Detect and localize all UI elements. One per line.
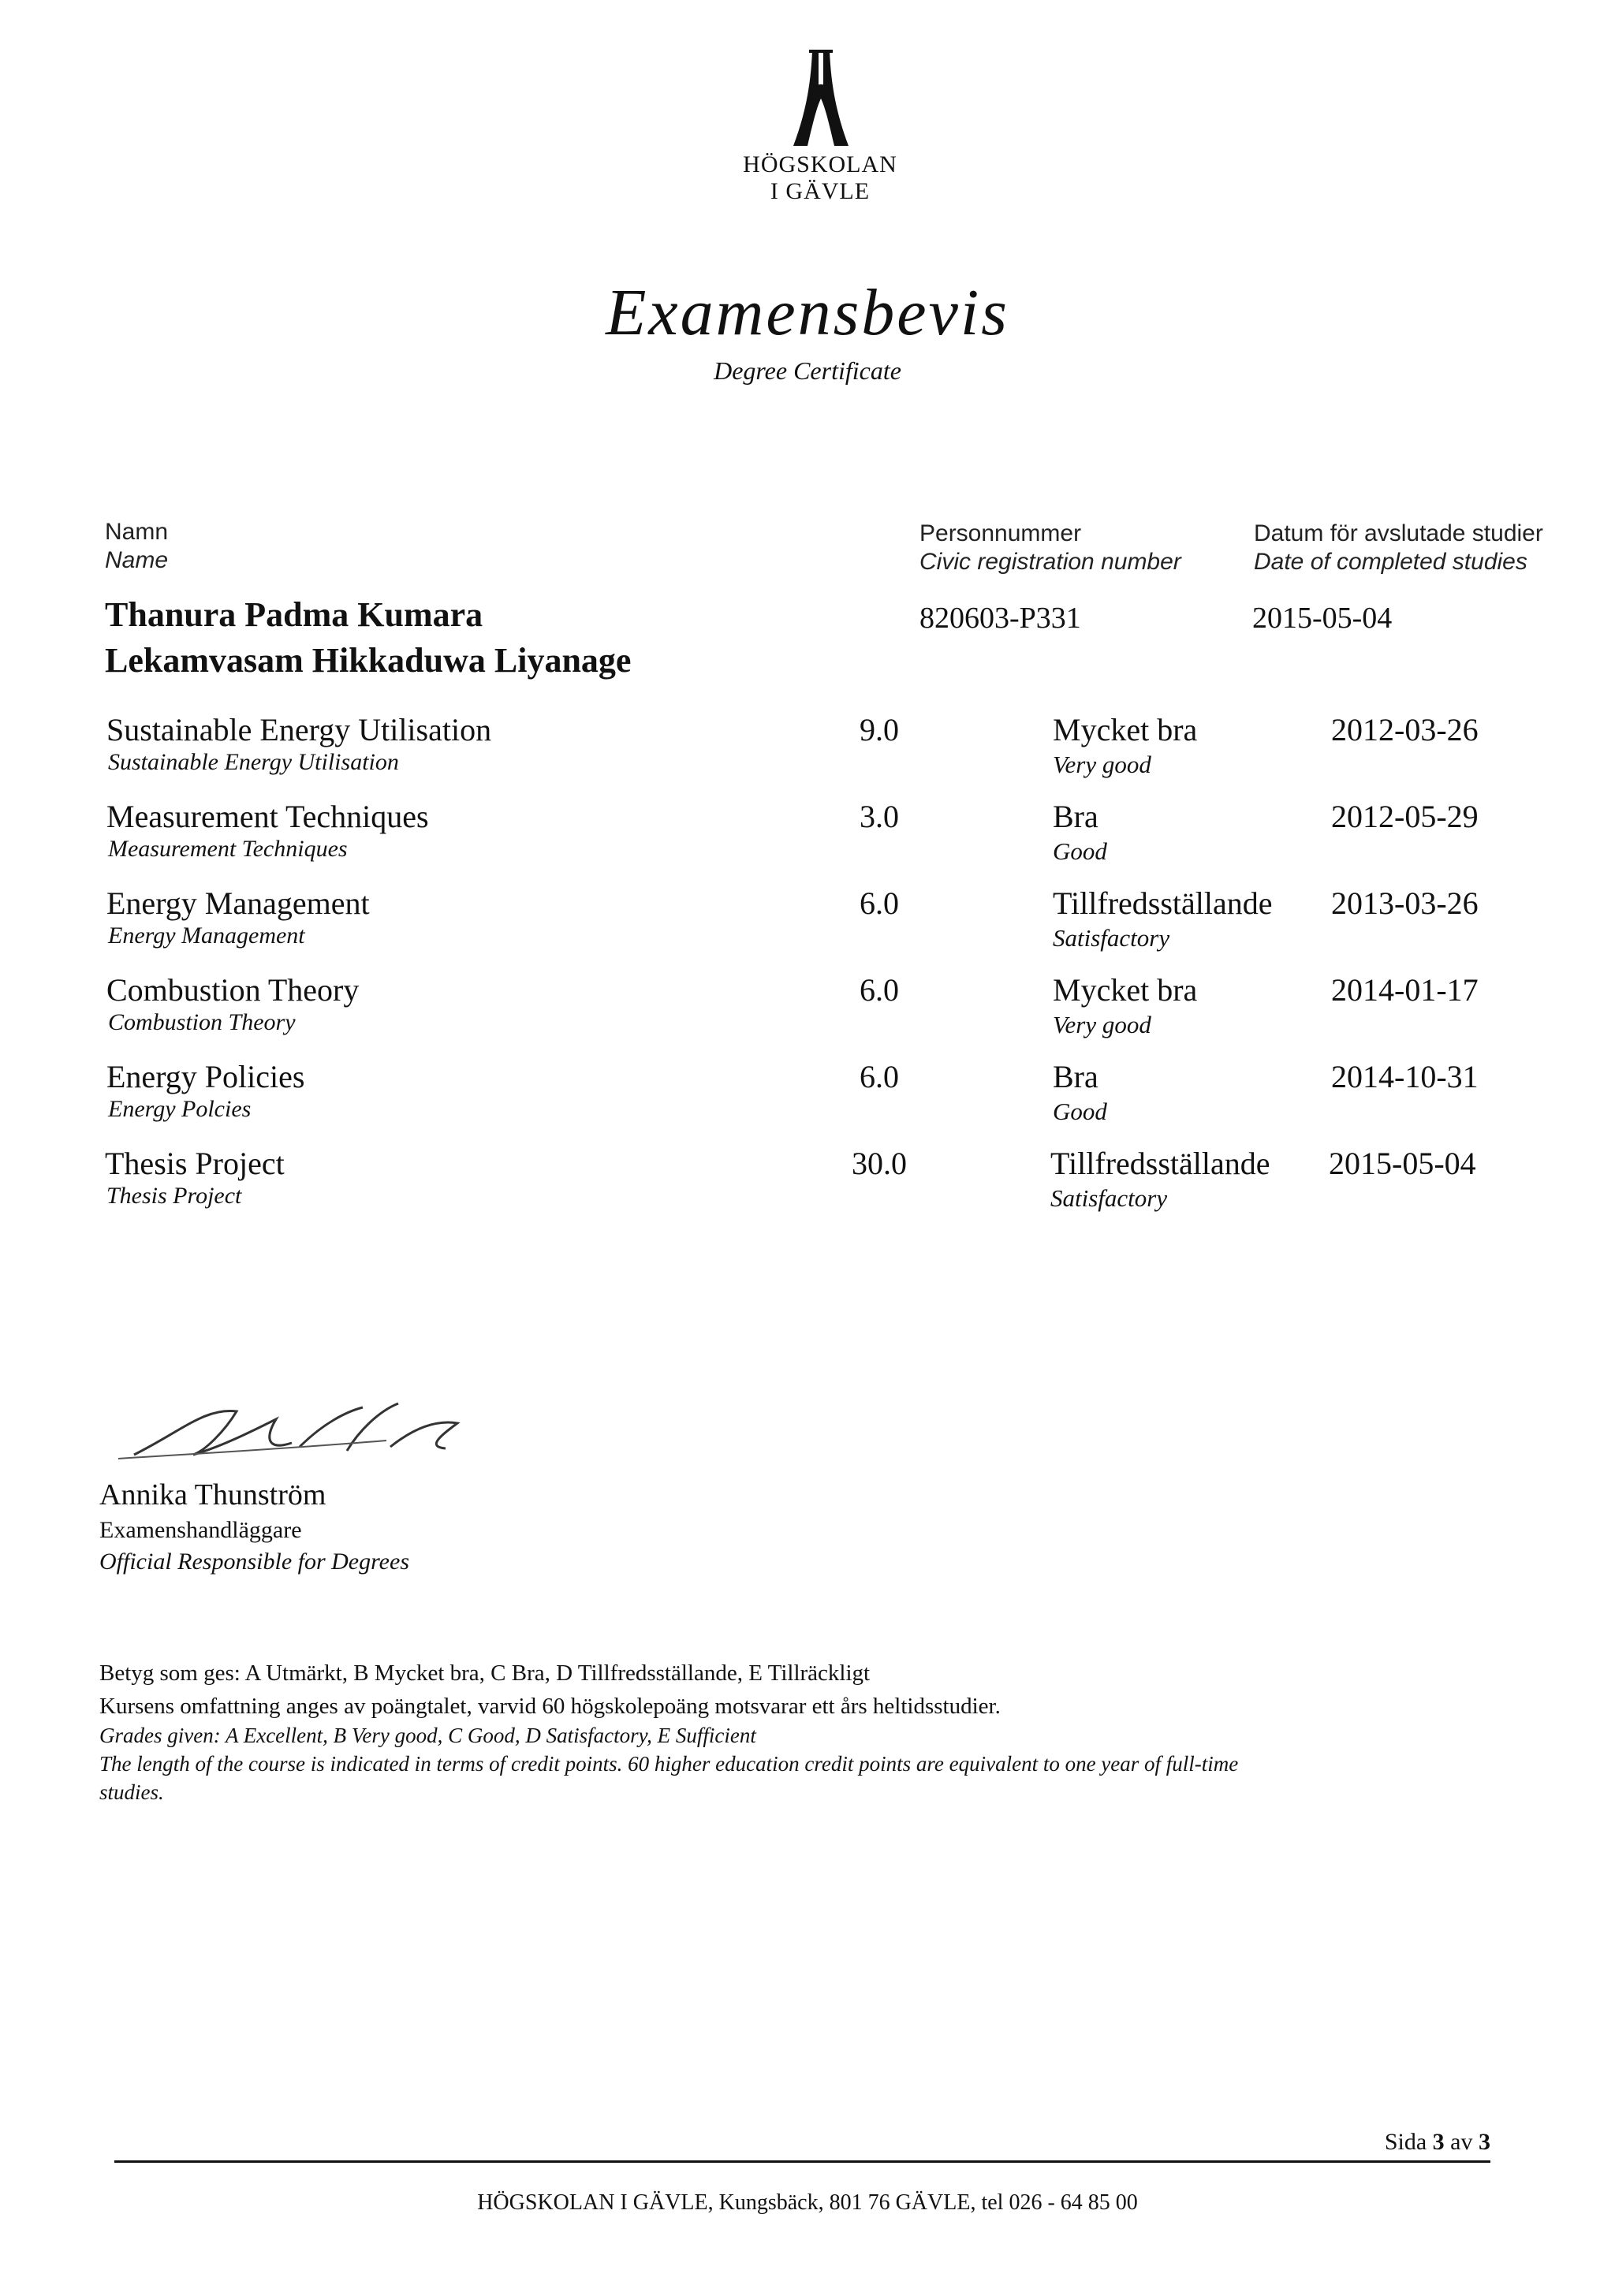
- label-date-en: Date of completed studies: [1254, 549, 1527, 575]
- course-credits: 6.0: [860, 972, 899, 1008]
- page-prefix: Sida: [1384, 2129, 1427, 2155]
- signatory-name: Annika Thunström: [99, 1478, 326, 1511]
- course-grade-sv: Mycket bra: [1053, 712, 1198, 747]
- page-total: 3: [1479, 2129, 1490, 2155]
- university-name-line2: I GÄVLE: [770, 178, 871, 204]
- course-grade-en: Very good: [1053, 1011, 1151, 1038]
- document-subtitle: Degree Certificate: [714, 356, 901, 385]
- footer-address: HÖGSKOLAN I GÄVLE, Kungsbäck, 801 76 GÄVLE, tel 026 - 64 85 00: [477, 2190, 1138, 2215]
- page-number: [1341, 2129, 1490, 2156]
- label-name-en: Name: [105, 547, 169, 573]
- completion-date: 2015-05-04: [1252, 602, 1393, 635]
- course-title-en: Sustainable Energy Utilisation: [108, 749, 399, 775]
- course-title-sv: Thesis Project: [105, 1146, 285, 1181]
- course-title-sv: Measurement Techniques: [106, 799, 429, 834]
- course-title-sv: Energy Policies: [106, 1059, 305, 1094]
- university-name-line1: HÖGSKOLAN: [743, 151, 897, 177]
- label-date-sv: Datum för avslutade studier: [1254, 520, 1543, 546]
- course-date: 2013-03-26: [1331, 885, 1479, 921]
- length-note-en-line2: studies.: [99, 1780, 164, 1804]
- signatory-role-en: Official Responsible for Degrees: [99, 1549, 409, 1575]
- course-credits: 3.0: [860, 799, 899, 834]
- course-grade-en: Good: [1053, 1098, 1107, 1125]
- course-credits: 6.0: [860, 1059, 899, 1094]
- course-title-en: Combustion Theory: [108, 1009, 296, 1035]
- course-title-en: Energy Polcies: [108, 1096, 252, 1122]
- signatory-role-sv: Examenshandläggare: [99, 1517, 302, 1543]
- course-grade-en: Very good: [1053, 751, 1151, 778]
- course-title-sv: Combustion Theory: [106, 972, 360, 1008]
- length-note-sv: Kursens omfattning anges av poängtalet, varvid 60 högskolepoäng motsvarar ett års heltidsstudier.: [99, 1694, 1001, 1719]
- course-date: 2012-05-29: [1331, 799, 1479, 834]
- course-date: 2012-03-26: [1331, 712, 1479, 747]
- grades-note-sv: Betyg som ges: A Utmärkt, B Mycket bra, C Bra, D Tillfredsställande, E Tillräckligt: [99, 1660, 871, 1686]
- handwritten-signature: [87, 1376, 497, 1470]
- course-grade-sv: Mycket bra: [1053, 972, 1198, 1008]
- course-credits: 6.0: [860, 885, 899, 921]
- course-credits: 9.0: [860, 712, 899, 747]
- student-name-line2: Lekamvasam Hikkaduwa Liyanage: [105, 641, 632, 680]
- university-logo: [762, 43, 880, 150]
- course-grade-sv: Tillfredsställande: [1053, 885, 1273, 921]
- label-name-sv: Namn: [105, 519, 169, 545]
- course-grade-sv: Tillfredsställande: [1050, 1146, 1270, 1181]
- course-grade-sv: Bra: [1053, 799, 1098, 834]
- label-civic-sv: Personnummer: [919, 520, 1082, 546]
- course-credits: 30.0: [852, 1146, 907, 1181]
- course-date: 2015-05-04: [1329, 1146, 1476, 1181]
- course-grade-en: Good: [1053, 837, 1107, 865]
- course-title-en: Thesis Project: [106, 1183, 242, 1209]
- footer-divider: [114, 2160, 1490, 2163]
- page-separator: av: [1450, 2129, 1473, 2155]
- course-grade-en: Satisfactory: [1053, 924, 1170, 952]
- course-title-en: Measurement Techniques: [108, 836, 348, 862]
- grades-note-en: Grades given: A Excellent, B Very good, C Good, D Satisfactory, E Sufficient: [99, 1724, 756, 1747]
- student-name-line1: Thanura Padma Kumara: [105, 595, 483, 634]
- label-civic-en: Civic registration number: [919, 549, 1181, 575]
- course-grade-en: Satisfactory: [1050, 1184, 1168, 1212]
- page-current: 3: [1432, 2129, 1445, 2155]
- course-title-sv: Energy Management: [106, 885, 370, 921]
- document-title: Examensbevis: [606, 276, 1009, 349]
- course-title-en: Energy Management: [108, 922, 305, 949]
- course-date: 2014-10-31: [1331, 1059, 1479, 1094]
- length-note-en-line1: The length of the course is indicated in terms of credit points. 60 higher education credit points are equivalent to one year of full-time: [99, 1752, 1239, 1776]
- course-date: 2014-01-17: [1331, 972, 1479, 1008]
- course-title-sv: Sustainable Energy Utilisation: [106, 712, 492, 747]
- civic-number: 820603-P331: [919, 602, 1081, 635]
- course-grade-sv: Bra: [1053, 1059, 1098, 1094]
